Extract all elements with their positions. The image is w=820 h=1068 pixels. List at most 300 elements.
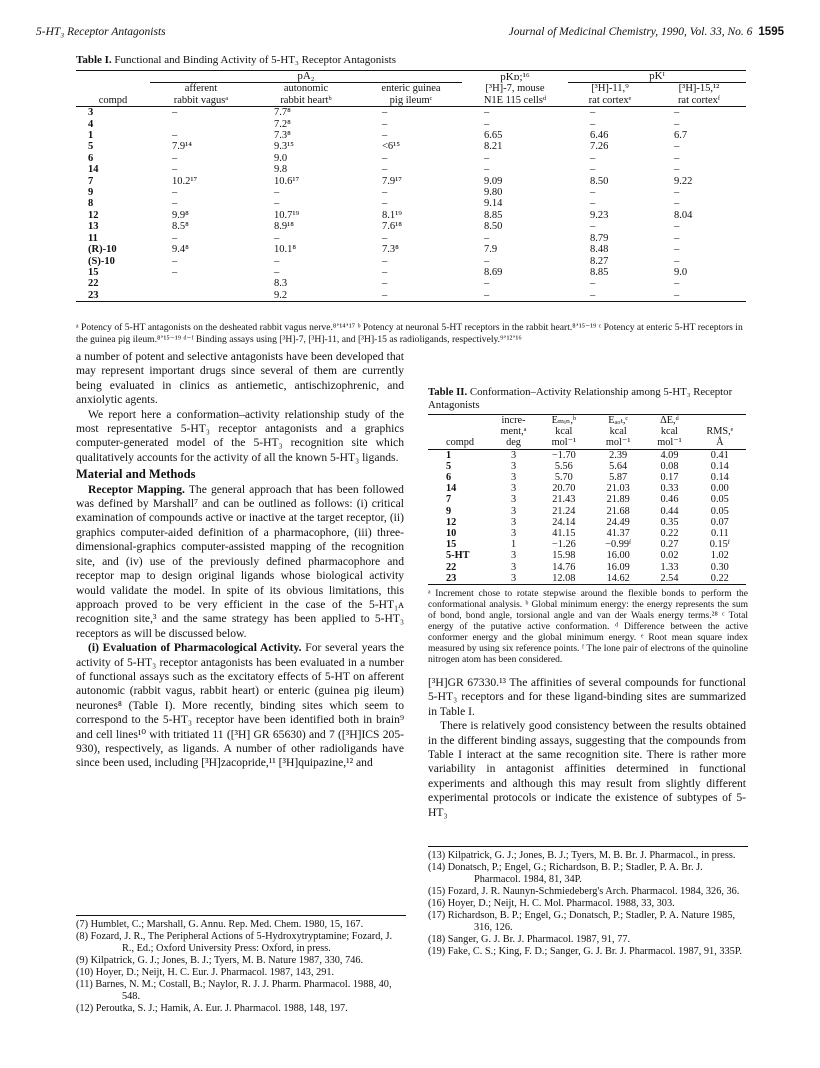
- value-cell: 7.9¹⁷: [382, 175, 402, 187]
- value-cell: 21.89: [606, 494, 630, 506]
- value-cell: −1.26: [551, 539, 576, 551]
- value-cell: –: [382, 266, 388, 278]
- paragraph-text: The general approach that has been followed was defined by Marshall⁷ and can be outlined as follows: (i) critical examination of compounds active or inactive at the target receptor, (ii) graphics computer-aided definition of a pharmacophore, (iii) three-dimensional-graphics computer-assisted mapping of the recognition site, and (iv) use of the previously defined pharmacophore and receptor map to design original ligands whose biological activity would validate the model. In spite of its obvious limitations, this approach proved to be very efficient in the case of the 5-HT₁ᴀ recognition site,³ and the same strategy has been applied to 5-HT₃ receptors as will be discussed below.: [76, 482, 404, 640]
- value-cell: 41.15: [552, 528, 576, 540]
- table1-col-head: [³H]-7, mouse: [485, 83, 545, 95]
- value-cell: –: [674, 164, 680, 176]
- table-row: [76, 267, 746, 278]
- value-cell: –: [590, 164, 596, 176]
- compound-cell: 15: [446, 539, 457, 551]
- reference-item: (15) Fozard, J. R. Naunyn-Schmiedeberg's Arch. Pharmacol. 1984, 326, 36.: [428, 886, 740, 897]
- value-cell: 3: [510, 505, 517, 517]
- value-cell: 3: [510, 516, 517, 528]
- table2-header-row: [428, 426, 746, 437]
- table1-caption: [76, 54, 396, 66]
- reference-item: (11) Barnes, N. M.; Costall, B.; Naylor, R. J. J. Pharm. Pharmacol. 1988, 40, 548.: [76, 979, 392, 1002]
- table2-title: Conformation–Activity Relationship among 5-HT₃ Receptor Antagonists: [428, 386, 733, 411]
- compound-cell: 6: [88, 152, 94, 164]
- value-cell: 20.70: [552, 483, 576, 495]
- table-row: [76, 107, 746, 119]
- value-cell: 21.03: [606, 483, 630, 495]
- value-cell: –: [484, 278, 490, 290]
- value-cell: 2.54: [660, 572, 679, 584]
- value-cell: 8.79: [590, 232, 609, 244]
- table-row: [428, 449, 746, 461]
- value-cell: 0.22: [710, 572, 729, 584]
- table-row: [428, 550, 746, 561]
- value-cell: 1.02: [710, 550, 729, 562]
- value-cell: 8.27: [590, 255, 609, 267]
- table2-col-head: incre-: [501, 415, 526, 426]
- table2-col-head: deg: [506, 437, 521, 449]
- value-cell: –: [674, 289, 680, 301]
- table2-header-row: [428, 437, 746, 449]
- value-cell: 0.05: [710, 505, 729, 517]
- value-cell: −0.99ᶠ: [605, 539, 632, 551]
- table-row: [76, 130, 746, 141]
- value-cell: –: [274, 266, 280, 278]
- table1-col-head: rat cortexᵉ: [568, 95, 652, 107]
- value-cell: 8.48: [590, 244, 609, 256]
- value-cell: 0.22: [660, 528, 679, 540]
- table-row: [76, 176, 746, 187]
- right-column: [428, 676, 746, 820]
- table1-group-pkd: pKᴅ;¹⁶: [462, 71, 568, 83]
- value-cell: 24.14: [552, 516, 576, 528]
- compound-cell: 11: [88, 232, 98, 244]
- value-cell: –: [674, 107, 680, 119]
- compound-cell: 9: [88, 187, 94, 199]
- table1-footnote: ᵃ Potency of 5-HT antagonists on the desheated rabbit vagus nerve.⁸ʼ¹⁴ʼ¹⁷ ᵇ Potency at neuronal 5-HT receptors in the rabbit heart.⁸ʼ¹⁵⁻¹⁹ ᶜ Potency at enteric 5-HT receptors in the guinea pig ileum.⁸ʼ¹⁵⁻¹⁹ ᵈ⁻ᶠ Binding assays using [³H]-7, [³H]-11, and [³H]-15 as radioligands, respectively.⁹ʼ¹²ʼ¹⁶: [76, 322, 743, 345]
- value-cell: –: [674, 141, 680, 153]
- value-cell: 0.05: [710, 494, 729, 506]
- value-cell: 0.00: [710, 483, 729, 495]
- reference-item: (19) Fake, C. S.; King, F. D.; Sanger, G. J. Br. J. Pharmacol. 1987, 91, 335P.: [428, 946, 742, 957]
- value-cell: 0.15ᶠ: [709, 539, 730, 551]
- value-cell: –: [274, 232, 280, 244]
- value-cell: 12.08: [552, 572, 576, 584]
- table-row: [76, 153, 746, 164]
- value-cell: –: [674, 255, 680, 267]
- value-cell: –: [382, 289, 388, 301]
- value-cell: –: [674, 118, 680, 130]
- compound-cell: 7: [88, 175, 94, 187]
- value-cell: 9.9⁸: [172, 209, 189, 221]
- value-cell: 2.39: [609, 449, 628, 461]
- body-paragraph: [76, 483, 404, 641]
- value-cell: 0.27: [660, 539, 679, 551]
- table-row: [428, 506, 746, 517]
- reference-item: (14) Donatsch, P.; Engel, G.; Richardson, B. P.; Stadler, P. A. Br. J. Pharmacol. 1984, 81, 34P.: [428, 862, 703, 885]
- value-cell: –: [274, 187, 280, 199]
- value-cell: 7.2⁸: [274, 118, 291, 130]
- compound-cell: 14: [88, 164, 99, 176]
- value-cell: –: [590, 278, 596, 290]
- value-cell: 21.43: [552, 494, 576, 506]
- value-cell: 8.9¹⁸: [274, 221, 294, 233]
- table-row: [428, 461, 746, 472]
- compound-cell: 13: [88, 221, 99, 233]
- value-cell: 10.1⁸: [274, 244, 297, 256]
- table-row: [428, 494, 746, 505]
- value-cell: 7.3⁸: [274, 130, 291, 142]
- compound-cell: (R)-10: [88, 244, 117, 256]
- table2-header-row: [428, 415, 746, 427]
- value-cell: 0.46: [660, 494, 679, 506]
- reference-item: (16) Hoyer, D.; Neijt, H. C. Mol. Pharmacol. 1988, 33, 303.: [428, 898, 675, 909]
- table-row: [428, 528, 746, 539]
- value-cell: 9.3¹⁵: [274, 141, 294, 153]
- table-row: [76, 256, 746, 267]
- table2-col-head: [694, 415, 746, 427]
- table1-col-head: rabbit vagusᵃ: [150, 95, 252, 107]
- table1-col-head: autonomic: [283, 83, 329, 95]
- value-cell: –: [172, 266, 178, 278]
- value-cell: 0.17: [660, 472, 679, 484]
- compound-cell: 10: [446, 528, 457, 540]
- compound-cell: 5-HT: [446, 550, 470, 562]
- value-cell: –: [484, 107, 490, 119]
- value-cell: –: [382, 107, 388, 119]
- value-cell: 10.6¹⁷: [274, 175, 300, 187]
- value-cell: 9.23: [590, 209, 609, 221]
- value-cell: 9.09: [484, 175, 503, 187]
- value-cell: –: [590, 221, 596, 233]
- value-cell: 3: [510, 561, 517, 573]
- value-cell: –: [484, 118, 490, 130]
- table2-caption: [428, 386, 748, 412]
- table-row: [76, 164, 746, 175]
- value-cell: 0.14: [710, 472, 729, 484]
- value-cell: 3: [510, 528, 517, 540]
- table2-col-head: mol⁻¹: [657, 437, 682, 449]
- table1-label: Table I.: [76, 54, 112, 66]
- table1-col-head: rat cortexᶠ: [652, 95, 746, 107]
- value-cell: 0.08: [660, 460, 679, 472]
- references-right: [428, 846, 748, 958]
- body-paragraph: We report here a conformation–activity relationship study of the most representative 5-HT₃ receptor antagonists and a graphics computer-generated model of the 5-HT₃ recognition site which qualitatively accounts for the activity of all the known 5-HT₃ ligands.: [76, 407, 404, 464]
- value-cell: 7.7⁸: [274, 107, 291, 119]
- value-cell: 0.02: [660, 550, 679, 562]
- value-cell: 16.00: [606, 550, 630, 562]
- run-in-heading: Receptor Mapping.: [88, 482, 185, 496]
- value-cell: –: [674, 187, 680, 199]
- compound-cell: 1: [88, 130, 94, 142]
- value-cell: 5.70: [554, 472, 573, 484]
- value-cell: 8.69: [484, 266, 503, 278]
- body-paragraph: [76, 641, 404, 771]
- body-paragraph: a number of potent and selective antagonists have been developed that may represent important drugs since several of them are currently being evaluated in clinics as antiemetic, antischizophrenic, and anxiolytic agents.: [76, 350, 404, 407]
- value-cell: 0.11: [710, 528, 729, 540]
- value-cell: 14.62: [606, 572, 630, 584]
- reference-item: (9) Kilpatrick, G. J.; Jones, B. J.; Tyers, M. B. Nature 1987, 330, 746.: [76, 955, 364, 966]
- value-cell: 7.6¹⁸: [382, 221, 402, 233]
- references-left: [76, 915, 406, 1015]
- value-cell: –: [274, 255, 280, 267]
- table-row: [76, 290, 746, 302]
- value-cell: –: [674, 232, 680, 244]
- compound-cell: 1: [446, 449, 452, 461]
- value-cell: 6.7: [674, 130, 688, 142]
- value-cell: 9.2: [274, 289, 288, 301]
- value-cell: –: [382, 187, 388, 199]
- compound-cell: 12: [88, 209, 99, 221]
- value-cell: –: [382, 198, 388, 210]
- compound-cell: (S)-10: [88, 255, 115, 267]
- table1-col-head: [³H]-11,⁹: [591, 83, 629, 95]
- value-cell: 8.50: [484, 221, 503, 233]
- table1-col-head: pig ileumᶜ: [360, 95, 462, 107]
- value-cell: 3: [510, 460, 517, 472]
- value-cell: 9.0: [274, 152, 288, 164]
- value-cell: 3: [510, 494, 517, 506]
- value-cell: –: [484, 255, 490, 267]
- value-cell: 0.14: [710, 460, 729, 472]
- value-cell: 8.1¹⁹: [382, 209, 402, 221]
- reference-item: (10) Hoyer, D.; Neijt, H. C. Eur. J. Pharmacol. 1987, 143, 291.: [76, 967, 335, 978]
- table-row: [428, 562, 746, 573]
- table1-col-head: N1E 115 cellsᵈ: [462, 95, 568, 107]
- value-cell: 3: [510, 449, 517, 461]
- compound-cell: 7: [446, 494, 452, 506]
- table2-col-head: kcal: [609, 426, 627, 438]
- value-cell: 21.68: [606, 505, 630, 517]
- table-row: [428, 483, 746, 494]
- value-cell: 5.64: [609, 460, 628, 472]
- value-cell: –: [382, 164, 388, 176]
- compound-cell: 14: [446, 483, 457, 495]
- value-cell: –: [382, 130, 388, 142]
- table-row: [76, 233, 746, 244]
- table2-col-head: ment,ᵃ: [500, 426, 527, 438]
- left-column: [76, 350, 404, 771]
- table2-body: [428, 449, 746, 584]
- header-journal: [509, 26, 784, 38]
- value-cell: –: [172, 232, 178, 244]
- value-cell: –: [172, 255, 178, 267]
- value-cell: 7.9¹⁴: [172, 141, 192, 153]
- value-cell: 41.37: [606, 528, 630, 540]
- table1-col-head: afferent: [184, 83, 218, 95]
- table2-col-head: mol⁻¹: [551, 437, 577, 449]
- table-row: [76, 119, 746, 130]
- header-title: 5-HT₃ Receptor Antagonists: [36, 26, 166, 38]
- value-cell: –: [274, 198, 280, 210]
- table2-col-head: Å: [716, 437, 724, 449]
- value-cell: 9.22: [674, 175, 693, 187]
- compound-cell: 12: [446, 516, 457, 528]
- compound-cell: 15: [88, 266, 99, 278]
- value-cell: –: [172, 187, 178, 199]
- body-paragraph: [³H]GR 67330.¹³ The affinities of several compounds for functional 5-HT₃ receptors and for these ligand-binding sites are summarized in Table I.: [428, 676, 746, 718]
- table1: [76, 70, 746, 302]
- value-cell: –: [484, 164, 490, 176]
- table2-footnote: ᵃ Increment chose to rotate stepwise around the flexible bonds to perform the conformational analysis. ᵇ Global minimum energy: the energy represents the sum of bond, bond angle, torsional angle and van der Waals energy terms.²⁸ ᶜ Total energy of the putative active conformation. ᵈ Difference between the active conformer energy and the global minimum energy. ᵉ Root mean square index measured by using six reference points. ᶠ The lone pair of electrons of the quinoline nitrogen atom has been considered.: [428, 589, 748, 665]
- value-cell: –: [382, 118, 388, 130]
- value-cell: 7.3⁸: [382, 244, 399, 256]
- value-cell: 0.41: [710, 449, 729, 461]
- value-cell: –: [674, 152, 680, 164]
- value-cell: 0.07: [710, 516, 729, 528]
- compound-cell: 22: [88, 278, 99, 290]
- table1-col-head: rabbit heartᵇ: [252, 95, 360, 107]
- compound-cell: 5: [446, 460, 452, 472]
- value-cell: 9.80: [484, 187, 503, 199]
- table2-col-head: kcal: [555, 426, 573, 438]
- value-cell: –: [590, 198, 596, 210]
- table1-title: Functional and Binding Activity of 5-HT₃ Receptor Antagonists: [114, 54, 396, 66]
- table1-group-pa2: pA₂: [150, 71, 462, 83]
- value-cell: –: [382, 152, 388, 164]
- value-cell: 8.3: [274, 278, 288, 290]
- value-cell: 8.5⁸: [172, 221, 189, 233]
- value-cell: –: [590, 289, 596, 301]
- value-cell: –: [590, 152, 596, 164]
- value-cell: 0.30: [710, 561, 729, 573]
- value-cell: 10.2¹⁷: [172, 175, 198, 187]
- table-row: [428, 573, 746, 585]
- paragraph-text: For several years the activity of 5-HT₃ receptor antagonists has been evaluated in a number of functional assays such as the excitatory effects of 5-HT on afferent autonomic (rabbit vagus, rabbit heart) or enteric (guinea pig ileum) neurones⁸ (Table I). More recently, binding sites which seem to correspond to the 5-HT₃ receptor have been identified both in brain⁹ and cell lines¹⁰ with tritiated 11 ([³H] GR 65630) and 7 ([³H]ICS 205-930), respectively, as ligands. A number of other radioligands have since been used, including [³H]zacopride,¹¹ [³H]quipazine,¹² and: [76, 641, 404, 770]
- value-cell: 16.09: [606, 561, 630, 573]
- value-cell: 8.21: [484, 141, 503, 153]
- table1-col-head: compd: [76, 95, 150, 107]
- value-cell: 21.24: [552, 505, 576, 517]
- table-row: [428, 472, 746, 483]
- table-row: [76, 141, 746, 152]
- value-cell: 5.87: [609, 472, 628, 484]
- table1-group-pki: pKᴵ: [568, 71, 746, 83]
- value-cell: –: [590, 187, 596, 199]
- value-cell: 7.9: [484, 244, 498, 256]
- value-cell: 1.33: [660, 561, 679, 573]
- value-cell: 15.98: [552, 550, 576, 562]
- table1-col-head: enteric guinea: [381, 83, 441, 95]
- value-cell: –: [674, 278, 680, 290]
- value-cell: 14.76: [552, 561, 576, 573]
- table2-col-head: [428, 426, 490, 437]
- value-cell: –: [382, 278, 388, 290]
- header-citation: Journal of Medicinal Chemistry, 1990, Vol. 33, No. 6: [508, 26, 753, 38]
- value-cell: 24.49: [606, 516, 630, 528]
- value-cell: [150, 290, 252, 302]
- compound-cell: 23: [88, 289, 99, 301]
- value-cell: 6.46: [590, 130, 609, 142]
- value-cell: –: [484, 232, 490, 244]
- value-cell: 9.14: [484, 198, 503, 210]
- value-cell: 9.8: [274, 164, 288, 176]
- body-paragraph: There is relatively good consistency between the results obtained in the different binding assays, suggesting that the compounds from Table I interact at the same recognition site. There is rather more variability in antagonist affinities determined in functional experiments and although this may result from slightly different experimental protocols or indicate the existence of subtypes of 5-HT₃: [428, 719, 746, 819]
- value-cell: 3: [510, 472, 517, 484]
- table2-label: Table II.: [428, 386, 468, 398]
- value-cell: –: [382, 232, 388, 244]
- value-cell: 0.33: [660, 483, 679, 495]
- value-cell: –: [674, 198, 680, 210]
- run-in-heading: (i) Evaluation of Pharmacological Activity.: [88, 641, 302, 655]
- table2: [428, 414, 746, 585]
- value-cell: 9.4⁸: [172, 244, 189, 256]
- value-cell: 6.65: [484, 130, 503, 142]
- reference-item: (8) Fozard, J. R., The Peripheral Actions of 5-Hydroxytryptamine; Fozard, J. R., Ed.; Oxford University Press: Oxford, in press.: [76, 931, 393, 954]
- value-cell: −1.70: [551, 449, 576, 461]
- value-cell: 4.09: [660, 449, 679, 461]
- value-cell: –: [590, 118, 596, 130]
- value-cell: 9.0: [674, 266, 688, 278]
- table2-col-head: RMS,ᵉ: [706, 426, 734, 438]
- table1-col-head: [76, 83, 150, 95]
- table2-col-head: [428, 415, 490, 427]
- table2-col-head: ΔE,ᵈ: [660, 415, 679, 426]
- value-cell: –: [674, 221, 680, 233]
- value-cell: 1: [510, 539, 517, 551]
- value-cell: –: [674, 244, 680, 256]
- value-cell: 8.85: [484, 209, 503, 221]
- value-cell: –: [484, 289, 490, 301]
- table2-col-head: mol⁻¹: [605, 437, 631, 449]
- table1-body: [76, 107, 746, 302]
- value-cell: –: [382, 255, 388, 267]
- value-cell: 10.7¹⁹: [274, 209, 300, 221]
- value-cell: –: [172, 107, 178, 119]
- value-cell: [150, 278, 252, 289]
- value-cell: –: [484, 152, 490, 164]
- compound-cell: 23: [446, 572, 457, 584]
- table2-col-head: compd: [446, 437, 475, 449]
- compound-cell: 22: [446, 561, 457, 573]
- table-row: [76, 198, 746, 209]
- value-cell: –: [172, 152, 178, 164]
- value-cell: 8.04: [674, 209, 693, 221]
- table2-col-head: Eₘᵢₙ,ᵇ: [551, 415, 577, 426]
- table-row: [76, 278, 746, 289]
- value-cell: 7.26: [590, 141, 609, 153]
- table2-col-head: Eₐₒₜ,ᶜ: [608, 415, 629, 426]
- value-cell: 0.44: [660, 505, 679, 517]
- value-cell: 3: [510, 572, 517, 584]
- value-cell: –: [172, 164, 178, 176]
- table-row: [76, 244, 746, 255]
- running-header: [36, 26, 784, 42]
- table-row: [76, 221, 746, 232]
- value-cell: –: [590, 107, 596, 119]
- compound-cell: 5: [88, 141, 94, 153]
- table-row: [428, 517, 746, 528]
- value-cell: [150, 119, 252, 130]
- value-cell: 3: [510, 483, 517, 495]
- table1-col-head: [³H]-15,¹²: [678, 83, 720, 95]
- value-cell: 5.56: [554, 460, 573, 472]
- compound-cell: 6: [446, 472, 452, 484]
- table-row: [76, 187, 746, 198]
- table-row: [76, 210, 746, 221]
- compound-cell: 8: [88, 198, 94, 210]
- reference-item: (12) Peroutka, S. J.; Hamik, A. Eur. J. Pharmacol. 1988, 148, 197.: [76, 1003, 348, 1014]
- compound-cell: 9: [446, 505, 452, 517]
- reference-item: (13) Kilpatrick, G. J.; Jones, B. J.; Tyers, M. B. Br. J. Pharmacol., in press.: [428, 850, 736, 861]
- reference-item: (18) Sanger, G. J. Br. J. Pharmacol. 1987, 91, 77.: [428, 934, 631, 945]
- value-cell: <6¹⁵: [382, 141, 400, 153]
- table2-col-head: kcal: [660, 426, 679, 438]
- value-cell: 3: [510, 550, 517, 562]
- page-number: 1595: [758, 26, 784, 38]
- compound-cell: 4: [88, 118, 94, 130]
- value-cell: 8.50: [590, 175, 609, 187]
- value-cell: 8.85: [590, 266, 609, 278]
- reference-item: (17) Richardson, B. P.; Engel, G.; Donatsch, P.; Stadler, P. A. Nature 1985, 316, 126.: [428, 910, 736, 933]
- value-cell: 0.35: [660, 516, 679, 528]
- value-cell: –: [172, 130, 178, 142]
- value-cell: –: [172, 198, 178, 210]
- section-heading: Material and Methods: [76, 467, 196, 482]
